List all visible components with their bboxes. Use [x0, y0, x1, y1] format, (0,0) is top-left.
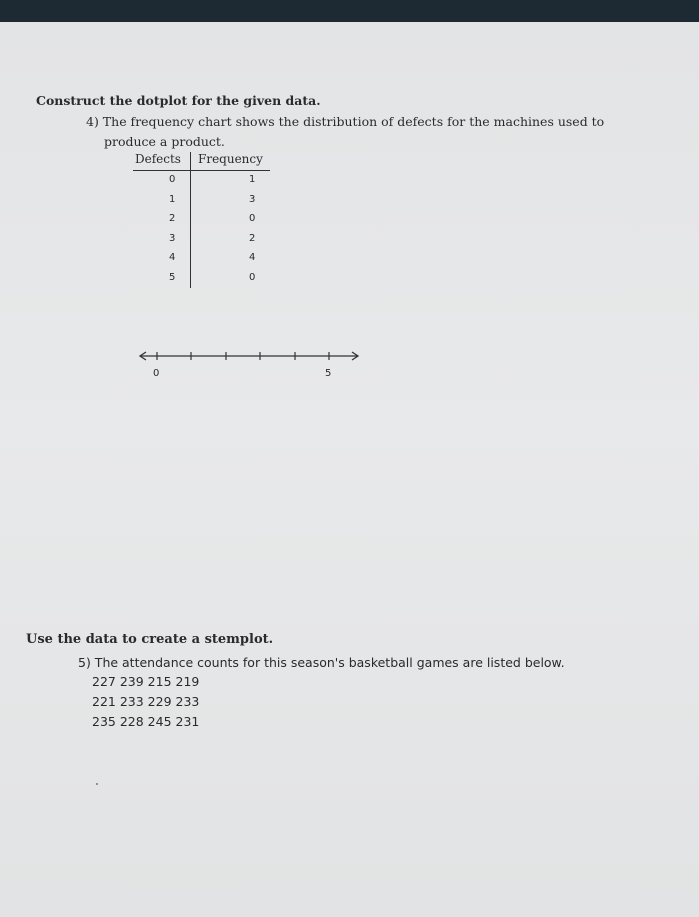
- frequency-cell: 0: [249, 271, 256, 283]
- header-defects: Defects: [135, 152, 181, 166]
- defects-cell: 4: [169, 252, 176, 263]
- defects-cell: 5: [169, 271, 176, 283]
- number-line-label-5: 5: [325, 368, 332, 379]
- attendance-row: 221 233 229 233: [92, 694, 200, 709]
- attendance-row: 227 239 215 219: [92, 674, 200, 689]
- window-top-bar: [0, 0, 699, 22]
- table-row: [133, 231, 270, 251]
- attendance-data: [92, 674, 199, 734]
- question-5-text: 5) The attendance counts for this season's basketball games are listed below.: [78, 655, 565, 670]
- table-row: [133, 192, 270, 212]
- stemplot-instruction: Use the data to create a stemplot.: [26, 632, 274, 647]
- table-row: [133, 172, 270, 192]
- stray-mark: [96, 783, 98, 785]
- defects-cell: 2: [169, 213, 176, 224]
- frequency-cell: 0: [249, 213, 256, 224]
- table-row: [133, 211, 270, 231]
- defects-cell: 0: [169, 174, 176, 185]
- frequency-cell: 1: [249, 174, 256, 185]
- dotplot-instruction: Construct the dotplot for the given data.: [36, 93, 321, 108]
- number-line: [136, 345, 364, 367]
- question-4-text-line2: produce a product.: [104, 134, 225, 149]
- table-row: [133, 270, 270, 290]
- number-line-label-0: 0: [153, 368, 160, 379]
- defects-cell: 3: [169, 232, 176, 244]
- worksheet: [0, 22, 699, 917]
- table-header-divider: [133, 170, 270, 171]
- question-4-text-line1: 4) The frequency chart shows the distribution of defects for the machines used to: [86, 114, 605, 129]
- table-row: [133, 250, 270, 270]
- defects-cell: 1: [169, 193, 176, 205]
- frequency-cell: 4: [249, 252, 256, 263]
- frequency-cell: 3: [249, 193, 256, 205]
- frequency-table: [133, 172, 270, 289]
- header-frequency: Frequency: [198, 152, 263, 166]
- frequency-cell: 2: [249, 232, 256, 244]
- attendance-row: 235 228 245 231: [92, 714, 200, 729]
